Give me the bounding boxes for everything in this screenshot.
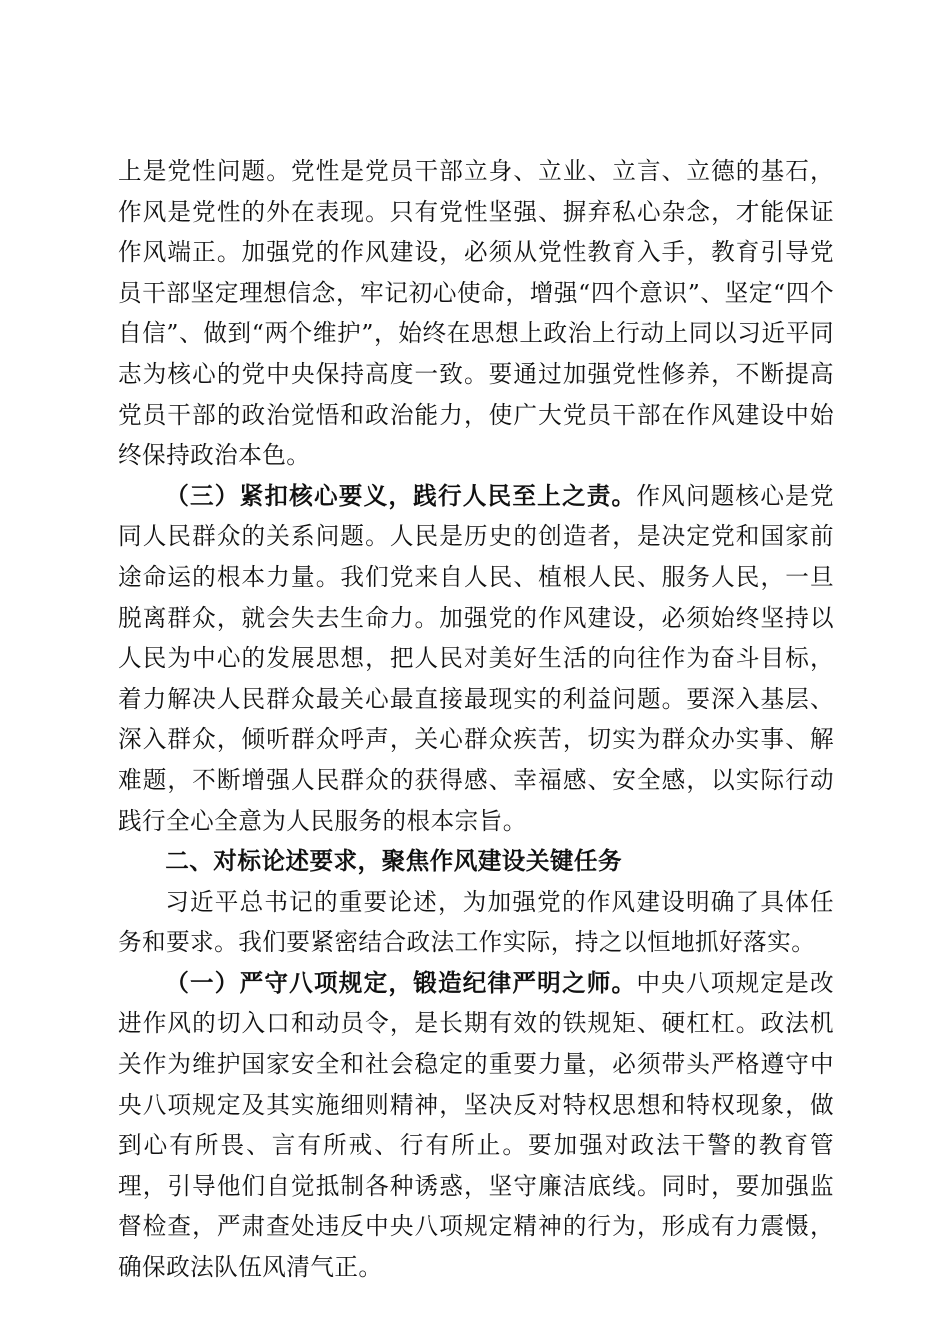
paragraph-people-first <box>118 476 834 841</box>
paragraph-lead-eight-rules: （一）严守八项规定，锻造纪律严明之师。 <box>165 968 637 997</box>
paragraph-body-eight-rules: 中央八项规定是改进作风的切入口和动员令，是长期有效的铁规矩、硬杠杠。政法机关作为维护国家安全和社会稳定的重要力量，必须带头严格遵守中央八项规定及其实施细则精神，坚决反对特权思想和特权现象，做到心有所畏、言有所戒、行有所止。要加强对政法干警的教育管理，引导他们自觉抵制各种诱惑，坚守廉洁底线。同时，要加强监督检查，严肃查处违反中央八项规定精神的行为，形成有力震慑，确保政法队伍风清气正。 <box>118 968 834 1282</box>
paragraph-eight-rules <box>118 963 834 1288</box>
document-body <box>118 151 834 1288</box>
paragraph-body-people-first: 作风问题核心是党同人民群众的关系问题。人民是历史的创造者，是决定党和国家前途命运的根本力量。我们党来自人民、植根人民、服务人民，一旦脱离群众，就会失去生命力。加强党的作风建设，必须始终坚持以人民为中心的发展思想，把人民对美好生活的向往作为奋斗目标，着力解决人民群众最关心最直接最现实的利益问题。要深入基层、深入群众，倾听群众呼声，关心群众疾苦，切实为群众办实事、解难题，不断增强人民群众的获得感、幸福感、安全感，以实际行动践行全心全意为人民服务的根本宗旨。 <box>118 481 834 835</box>
paragraph-lead-people-first: （三）紧扣核心要义，践行人民至上之责。 <box>165 481 637 510</box>
paragraph-section-intro: 习近平总书记的重要论述，为加强党的作风建设明确了具体任务和要求。我们要紧密结合政法工作实际，持之以恒地抓好落实。 <box>118 887 834 957</box>
section-heading-2: 二、对标论述要求，聚焦作风建设关键任务 <box>165 847 623 876</box>
paragraph-party-spirit: 上是党性问题。党性是党员干部立身、立业、立言、立德的基石，作风是党性的外在表现。只有党性坚强、摒弃私心杂念，才能保证作风端正。加强党的作风建设，必须从党性教育入手，教育引导党员干部坚定理想信念，牢记初心使命，增强“四个意识”、坚定“四个自信”、做到“两个维护”，始终在思想上政治上行动上同以习近平同志为核心的党中央保持高度一致。要通过加强党性修养，不断提高党员干部的政治觉悟和政治能力，使广大党员干部在作风建设中始终保持政治本色。 <box>118 157 834 470</box>
